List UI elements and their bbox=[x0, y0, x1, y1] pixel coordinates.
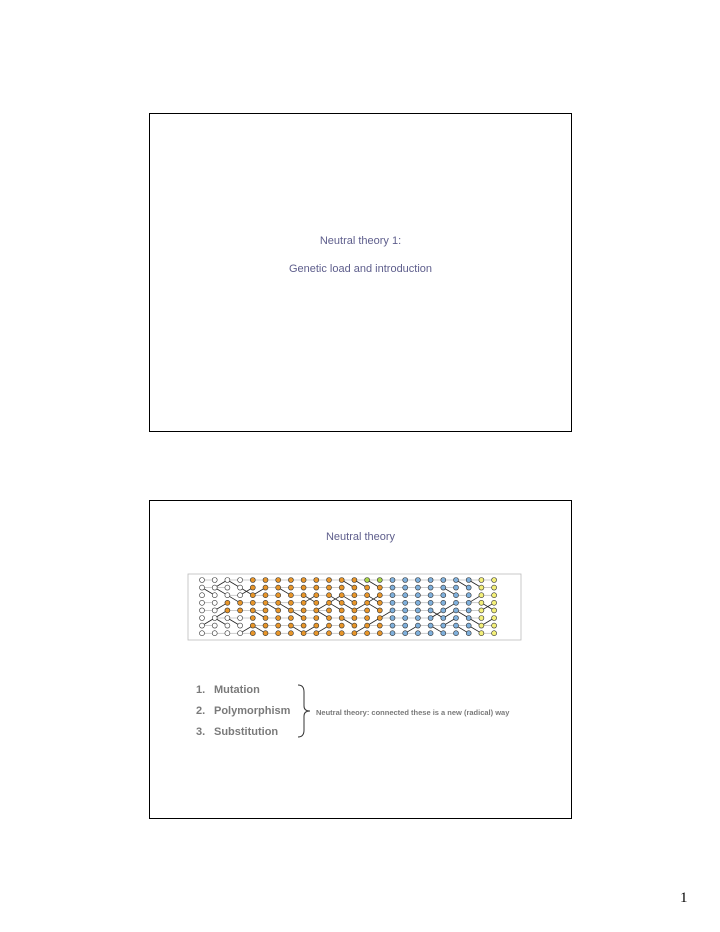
individual-node bbox=[415, 600, 420, 605]
list-label: Substitution bbox=[214, 726, 279, 738]
individual-node bbox=[479, 608, 484, 613]
individual-node bbox=[390, 600, 395, 605]
individual-node bbox=[212, 616, 217, 621]
individual-node bbox=[263, 600, 268, 605]
individual-node bbox=[428, 608, 433, 613]
individual-node bbox=[415, 616, 420, 621]
individual-node bbox=[250, 593, 255, 598]
individual-node bbox=[428, 585, 433, 590]
individual-node bbox=[441, 600, 446, 605]
individual-node bbox=[365, 608, 370, 613]
individual-node bbox=[263, 578, 268, 583]
individual-node bbox=[352, 623, 357, 628]
individual-node bbox=[454, 616, 459, 621]
slide-2 bbox=[149, 500, 572, 819]
individual-node bbox=[479, 585, 484, 590]
individual-node bbox=[250, 578, 255, 583]
individual-node bbox=[352, 593, 357, 598]
individual-node bbox=[390, 608, 395, 613]
individual-node bbox=[212, 585, 217, 590]
individual-node bbox=[365, 616, 370, 621]
individual-node bbox=[327, 631, 332, 636]
individual-node bbox=[403, 600, 408, 605]
individual-node bbox=[288, 631, 293, 636]
individual-node bbox=[238, 600, 243, 605]
individual-node bbox=[250, 608, 255, 613]
individual-node bbox=[377, 585, 382, 590]
individual-node bbox=[327, 585, 332, 590]
individual-node bbox=[212, 608, 217, 613]
individual-node bbox=[301, 585, 306, 590]
individual-node bbox=[492, 616, 497, 621]
individual-node bbox=[276, 631, 281, 636]
individual-node bbox=[415, 578, 420, 583]
individual-node bbox=[492, 578, 497, 583]
list-item-substitution bbox=[196, 726, 290, 747]
individual-node bbox=[466, 600, 471, 605]
list-number: 3. bbox=[196, 726, 206, 738]
individual-node bbox=[339, 623, 344, 628]
list-item-mutation bbox=[196, 684, 290, 705]
slide-2-title: Neutral theory bbox=[325, 531, 396, 543]
individual-node bbox=[492, 600, 497, 605]
individual-node bbox=[288, 623, 293, 628]
individual-node bbox=[212, 578, 217, 583]
diagram-frame bbox=[188, 574, 521, 640]
list-item-polymorphism bbox=[196, 705, 290, 726]
individual-node bbox=[390, 616, 395, 621]
individual-node bbox=[276, 623, 281, 628]
individual-node bbox=[377, 616, 382, 621]
individual-node bbox=[415, 623, 420, 628]
list-number: 1. bbox=[196, 684, 206, 696]
individual-node bbox=[263, 616, 268, 621]
individual-node bbox=[466, 585, 471, 590]
individual-node bbox=[250, 585, 255, 590]
individual-node bbox=[301, 616, 306, 621]
individual-node bbox=[327, 593, 332, 598]
slide-1 bbox=[149, 113, 572, 432]
individual-node bbox=[365, 623, 370, 628]
individual-node bbox=[441, 631, 446, 636]
individual-node bbox=[200, 600, 205, 605]
individual-node bbox=[200, 631, 205, 636]
individual-node bbox=[327, 623, 332, 628]
individual-node bbox=[238, 578, 243, 583]
individual-node bbox=[288, 600, 293, 605]
individual-node bbox=[276, 608, 281, 613]
individual-node bbox=[390, 623, 395, 628]
individual-node bbox=[492, 593, 497, 598]
individual-node bbox=[454, 631, 459, 636]
individual-node bbox=[441, 593, 446, 598]
individual-node bbox=[441, 608, 446, 613]
individual-node bbox=[352, 616, 357, 621]
individual-node bbox=[288, 593, 293, 598]
individual-node bbox=[276, 578, 281, 583]
individual-node bbox=[225, 631, 230, 636]
individual-node bbox=[352, 600, 357, 605]
individual-node bbox=[403, 616, 408, 621]
individual-node bbox=[314, 631, 319, 636]
individual-node bbox=[276, 616, 281, 621]
individual-node bbox=[403, 593, 408, 598]
individual-node bbox=[238, 623, 243, 628]
individual-node bbox=[314, 578, 319, 583]
individual-node bbox=[212, 623, 217, 628]
individual-node bbox=[428, 616, 433, 621]
slide-1-title: Neutral theory 1: bbox=[319, 235, 402, 247]
individual-node bbox=[479, 631, 484, 636]
individual-node bbox=[352, 631, 357, 636]
individual-node bbox=[466, 593, 471, 598]
individual-node bbox=[301, 623, 306, 628]
individual-node bbox=[314, 623, 319, 628]
individual-node bbox=[352, 578, 357, 583]
individual-node bbox=[238, 631, 243, 636]
individual-node bbox=[492, 631, 497, 636]
individual-node bbox=[263, 631, 268, 636]
individual-node bbox=[225, 600, 230, 605]
individual-node bbox=[263, 593, 268, 598]
individual-node bbox=[339, 578, 344, 583]
individual-node bbox=[276, 585, 281, 590]
page-number: 1 bbox=[680, 890, 688, 906]
individual-node bbox=[441, 578, 446, 583]
individual-node bbox=[327, 616, 332, 621]
individual-node bbox=[200, 623, 205, 628]
individual-node bbox=[314, 593, 319, 598]
individual-node bbox=[441, 623, 446, 628]
individual-node bbox=[314, 585, 319, 590]
individual-node bbox=[238, 608, 243, 613]
individual-node bbox=[428, 631, 433, 636]
individual-node bbox=[441, 585, 446, 590]
individual-node bbox=[238, 616, 243, 621]
individual-node bbox=[225, 616, 230, 621]
individual-node bbox=[377, 608, 382, 613]
individual-node bbox=[466, 608, 471, 613]
individual-node bbox=[276, 600, 281, 605]
individual-node bbox=[403, 585, 408, 590]
individual-node bbox=[403, 578, 408, 583]
individual-node bbox=[377, 600, 382, 605]
individual-node bbox=[466, 616, 471, 621]
individual-node bbox=[415, 585, 420, 590]
genealogy-diagram bbox=[187, 573, 522, 641]
individual-node bbox=[339, 616, 344, 621]
individual-node bbox=[390, 631, 395, 636]
individual-node bbox=[301, 578, 306, 583]
individual-node bbox=[200, 616, 205, 621]
individual-node bbox=[492, 623, 497, 628]
individual-node bbox=[327, 578, 332, 583]
individual-node bbox=[314, 600, 319, 605]
individual-node bbox=[327, 608, 332, 613]
individual-node bbox=[365, 600, 370, 605]
list-number: 2. bbox=[196, 705, 206, 717]
individual-node bbox=[314, 608, 319, 613]
individual-node bbox=[377, 623, 382, 628]
individual-node bbox=[238, 585, 243, 590]
individual-node bbox=[403, 631, 408, 636]
individual-node bbox=[365, 578, 370, 583]
individual-node bbox=[492, 608, 497, 613]
individual-node bbox=[238, 593, 243, 598]
individual-node bbox=[428, 593, 433, 598]
individual-node bbox=[479, 578, 484, 583]
individual-node bbox=[225, 623, 230, 628]
individual-node bbox=[200, 593, 205, 598]
individual-node bbox=[339, 585, 344, 590]
individual-node bbox=[403, 623, 408, 628]
individual-node bbox=[466, 578, 471, 583]
individual-node bbox=[454, 608, 459, 613]
individual-node bbox=[415, 593, 420, 598]
individual-node bbox=[365, 585, 370, 590]
individual-node bbox=[263, 623, 268, 628]
individual-node bbox=[263, 585, 268, 590]
individual-node bbox=[352, 608, 357, 613]
individual-node bbox=[454, 593, 459, 598]
individual-node bbox=[479, 616, 484, 621]
individual-node bbox=[466, 631, 471, 636]
individual-node bbox=[212, 600, 217, 605]
individual-node bbox=[288, 608, 293, 613]
individual-node bbox=[428, 578, 433, 583]
curly-brace-icon bbox=[296, 684, 312, 738]
slide-1-subtitle: Genetic load and introduction bbox=[288, 263, 433, 275]
individual-node bbox=[454, 578, 459, 583]
individual-node bbox=[225, 578, 230, 583]
individual-node bbox=[454, 585, 459, 590]
individual-node bbox=[339, 600, 344, 605]
individual-node bbox=[390, 593, 395, 598]
individual-node bbox=[225, 593, 230, 598]
individual-node bbox=[263, 608, 268, 613]
individual-node bbox=[288, 616, 293, 621]
individual-node bbox=[288, 585, 293, 590]
individual-node bbox=[339, 608, 344, 613]
list-label: Polymorphism bbox=[214, 705, 291, 717]
individual-node bbox=[200, 585, 205, 590]
individual-node bbox=[454, 600, 459, 605]
individual-node bbox=[492, 585, 497, 590]
individual-node bbox=[339, 631, 344, 636]
individual-node bbox=[212, 631, 217, 636]
individual-node bbox=[250, 600, 255, 605]
individual-node bbox=[200, 578, 205, 583]
individual-node bbox=[301, 600, 306, 605]
individual-node bbox=[377, 578, 382, 583]
individual-node bbox=[479, 623, 484, 628]
individual-node bbox=[301, 593, 306, 598]
individual-node bbox=[327, 600, 332, 605]
individual-node bbox=[225, 608, 230, 613]
individual-node bbox=[250, 631, 255, 636]
individual-node bbox=[301, 608, 306, 613]
individual-node bbox=[250, 616, 255, 621]
individual-node bbox=[377, 631, 382, 636]
individual-node bbox=[339, 593, 344, 598]
individual-node bbox=[250, 623, 255, 628]
individual-node bbox=[454, 623, 459, 628]
individual-node bbox=[352, 585, 357, 590]
individual-node bbox=[428, 623, 433, 628]
individual-node bbox=[212, 593, 217, 598]
individual-node bbox=[288, 578, 293, 583]
individual-node bbox=[466, 623, 471, 628]
individual-node bbox=[415, 608, 420, 613]
concept-list bbox=[196, 684, 290, 747]
neutral-theory-note: Neutral theory: connected these is a new (radical) way bbox=[316, 708, 510, 717]
individual-node bbox=[314, 616, 319, 621]
individual-node bbox=[479, 600, 484, 605]
individual-node bbox=[479, 593, 484, 598]
individual-node bbox=[390, 578, 395, 583]
individual-node bbox=[377, 593, 382, 598]
individual-node bbox=[365, 593, 370, 598]
individual-node bbox=[225, 585, 230, 590]
individual-node bbox=[428, 600, 433, 605]
list-label: Mutation bbox=[214, 684, 260, 696]
individual-node bbox=[365, 631, 370, 636]
individual-node bbox=[390, 585, 395, 590]
individual-node bbox=[276, 593, 281, 598]
individual-node bbox=[441, 616, 446, 621]
individual-node bbox=[415, 631, 420, 636]
individual-node bbox=[403, 608, 408, 613]
individual-node bbox=[200, 608, 205, 613]
individual-node bbox=[301, 631, 306, 636]
